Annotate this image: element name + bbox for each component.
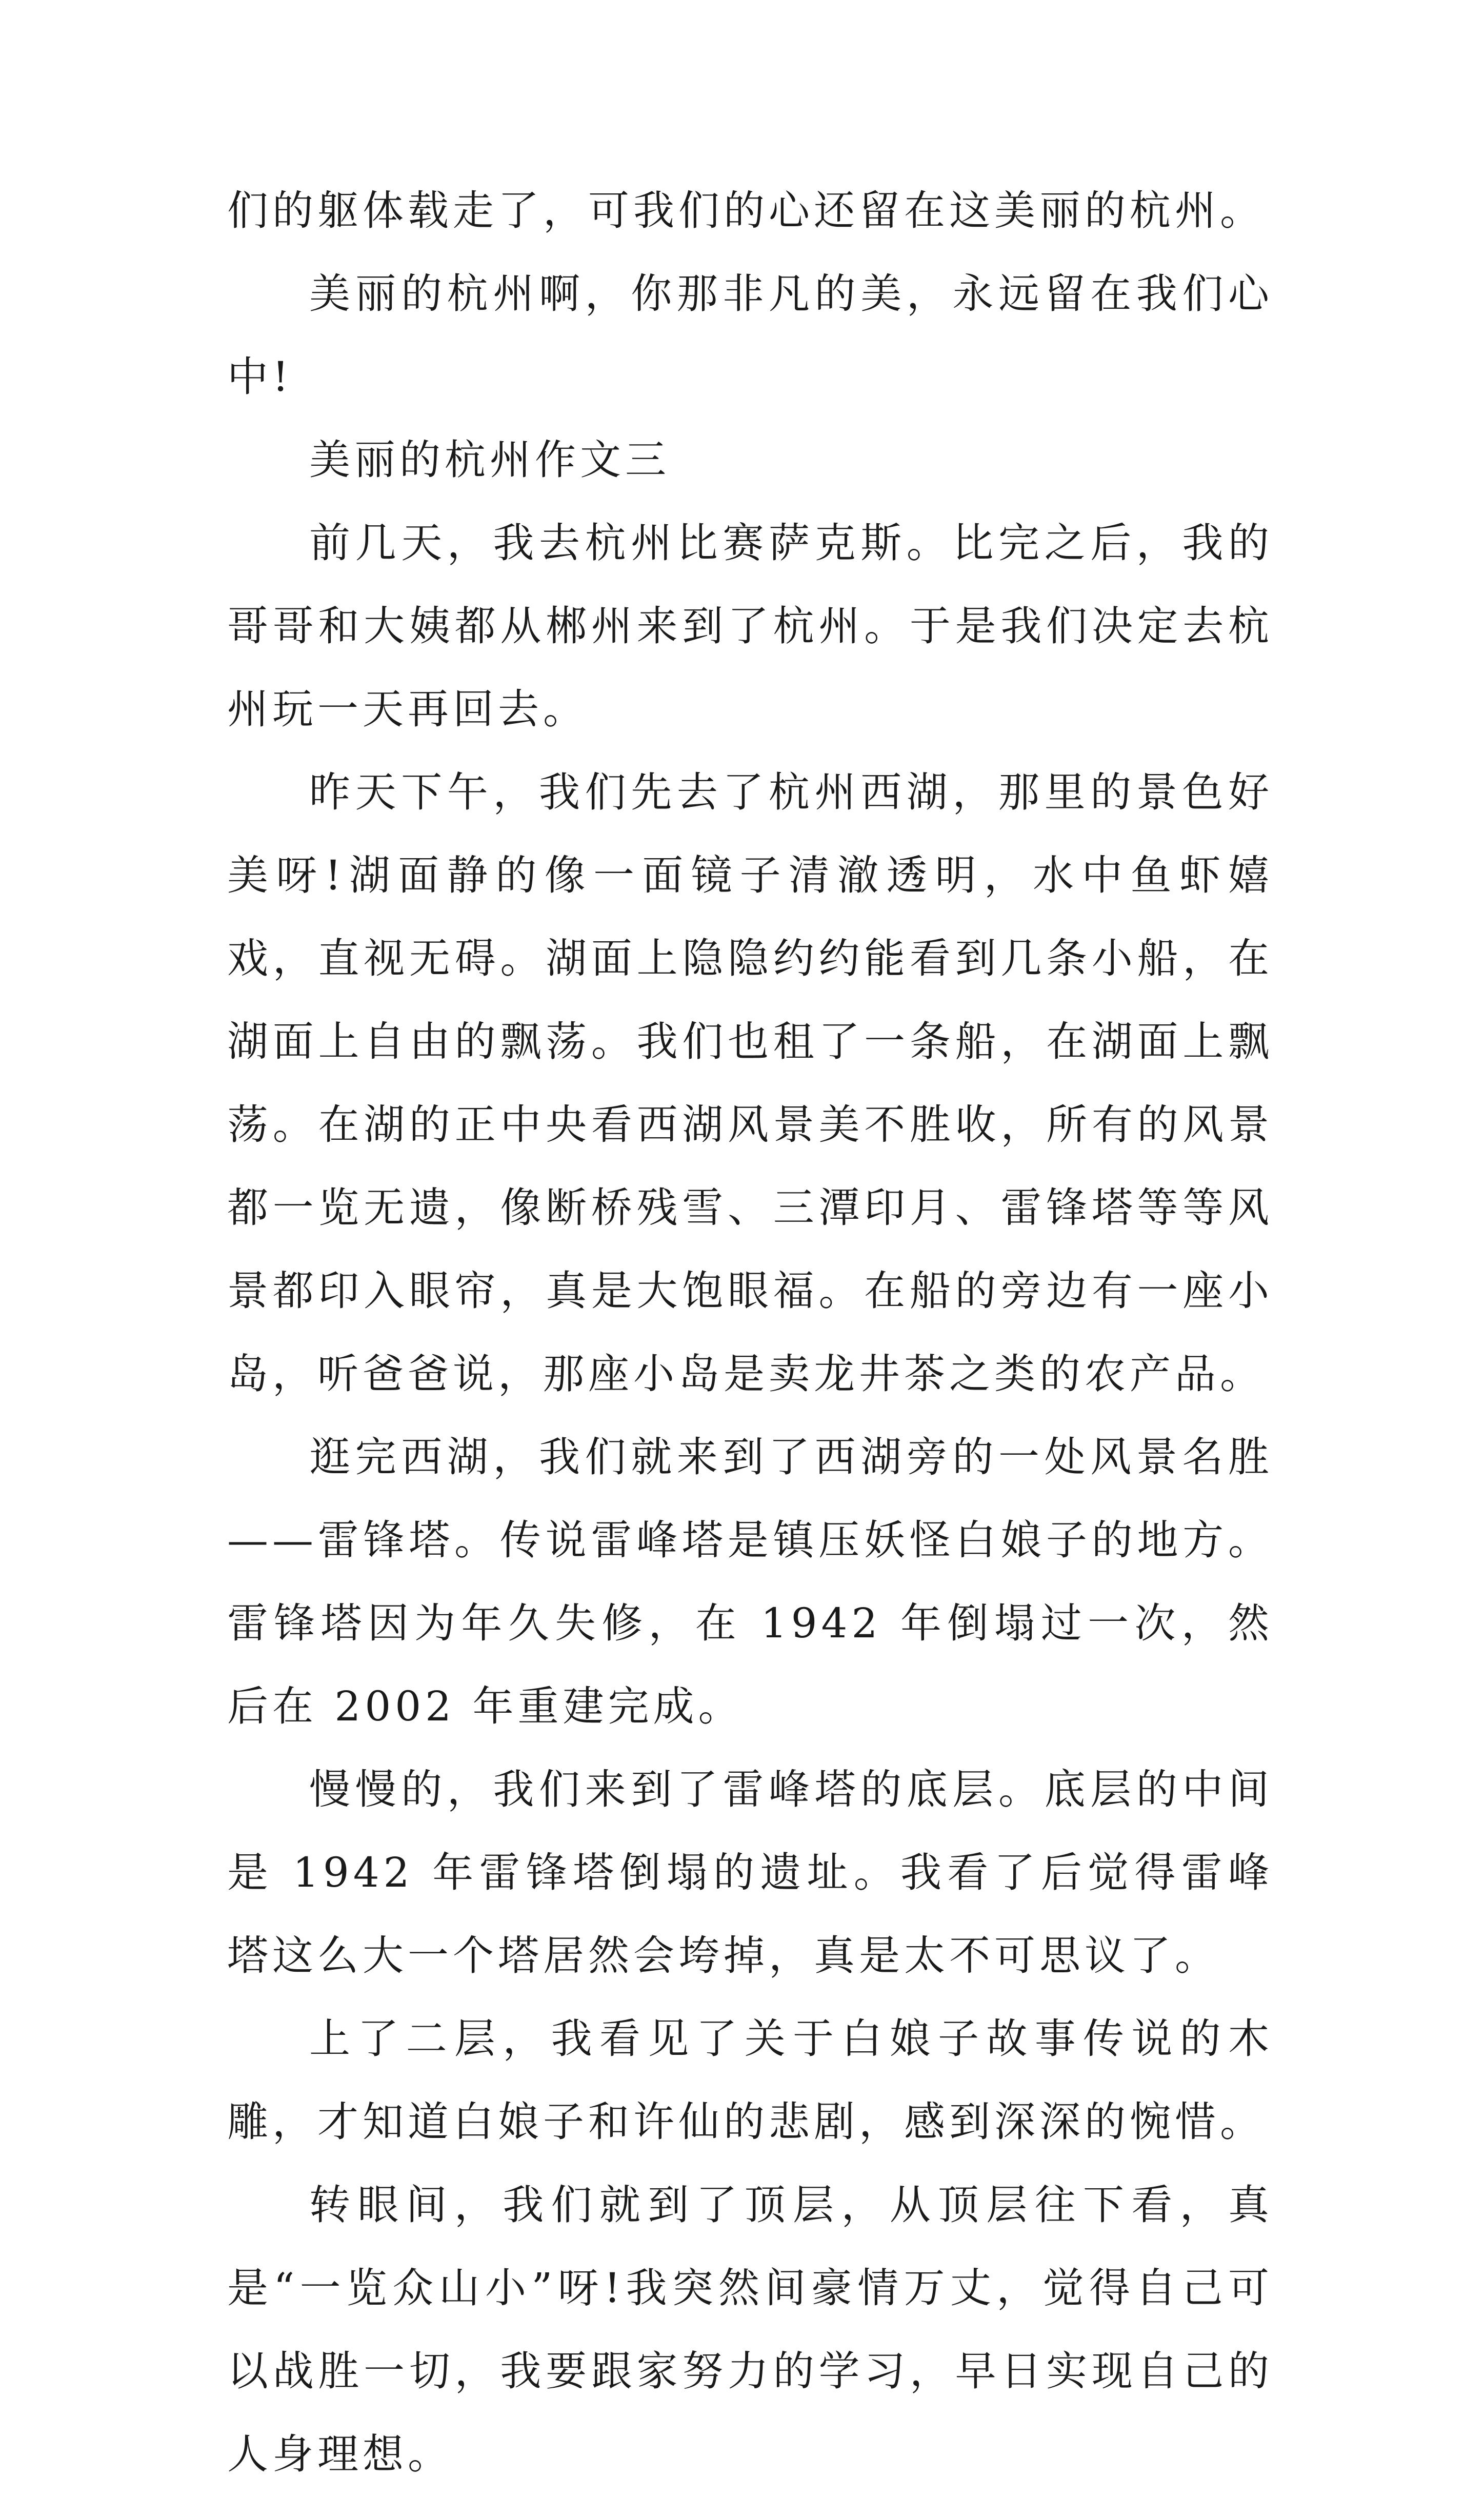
essay-title: 美丽的杭州作文三 xyxy=(309,436,670,484)
paragraph: 前几天，我去杭州比赛萨克斯。比完之后，我的哥哥和大姨都从郴州来到了杭州。于是我们决定去杭州玩一天再回去。 xyxy=(227,519,1273,733)
paragraph-closing: 美丽的杭州啊，你那非凡的美，永远留在我们心中! xyxy=(227,270,1273,401)
paragraph: 昨天下午，我们先去了杭州西湖，那里的景色好美呀!湖面静的像一面镜子清澈透明，水中鱼虾嬉戏，直视无碍。湖面上隐隐约约能看到几条小船，在湖面上自由的飘荡。我们也租了一条船，在湖面上飘荡。在湖的正中央看西湖风景美不胜收，所有的风景都一览无遗，像断桥残雪、三潭印月、雷锋塔等等风景都印入眼帘，真是大饱眼福。在船的旁边有一座小岛，听爸爸说，那座小岛是卖龙井茶之类的农产品。 xyxy=(227,768,1273,1398)
paragraph: 上了二层，我看见了关于白娘子故事传说的木雕，才知道白娘子和许仙的悲剧，感到深深的惋惜。 xyxy=(227,2015,1273,2146)
paragraph: 转眼间，我们就到了顶层，从顶层往下看，真是“一览众山小”呀!我突然间豪情万丈，觉得自己可以战胜一切，我要跟家努力的学习，早日实现自己的人身理想。 xyxy=(227,2181,1273,2478)
paragraph-continuation: 们的躯体载走了，可我们的心还留在这美丽的杭州。 xyxy=(227,187,1265,234)
essay-body xyxy=(227,169,1273,2496)
paragraph: 慢慢的，我们来到了雷峰塔的底层。底层的中间是 1942 年雷锋塔倒塌的遗址。我看了后觉得雷峰塔这么大一个塔居然会垮掉，真是太不可思议了。 xyxy=(227,1766,1273,1979)
paragraph: 逛完西湖，我们就来到了西湖旁的一处风景名胜——雷锋塔。传说雷峰塔是镇压妖怪白娘子的地方。雷锋塔因为年久失修，在 1942 年倒塌过一次，然后在 2002 年重建完成。 xyxy=(227,1433,1273,1730)
